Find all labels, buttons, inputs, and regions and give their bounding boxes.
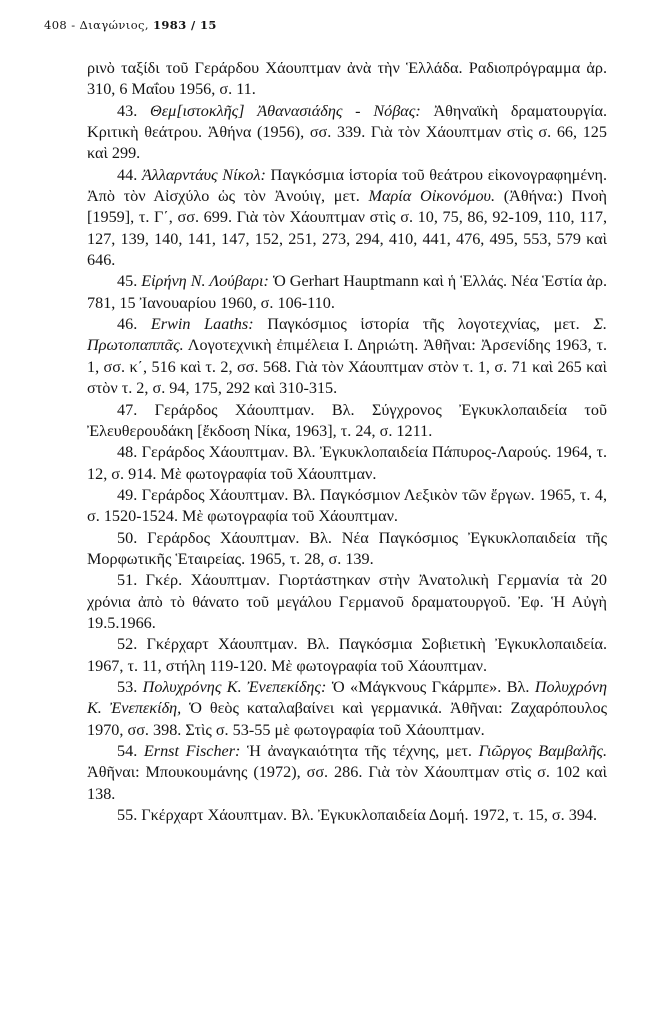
entry-italic-text: Πολυχρόνη Κ. Ἐνεπεκίδη, xyxy=(87,677,608,718)
entry-italic-text: Μαρία Οἰκονόμου. xyxy=(368,187,496,206)
entry-italic-text: Πολυχρόνης Κ. Ἐνεπεκίδης: xyxy=(142,677,327,696)
entry-italic-text: Γιῶργος Βαμβαλῆς. xyxy=(478,742,608,760)
bibliography-entry xyxy=(87,314,607,399)
entry-text: 45. xyxy=(117,272,142,291)
entry-text: ρινὸ ταξίδι τοῦ Γεράρδου Χάουπτμαν ἀνὰ τὴν Ἑλλάδα. Ραδιοπρόγραμμα ἀρ. 310, 6 Μαΐου 1956, σ. 11. xyxy=(87,59,607,99)
bibliography-entry xyxy=(87,570,607,634)
entry-text: 52. Γκέρχαρτ Χάουπτμαν. Βλ. Παγκόσμια Σοβιετικὴ Ἐγκυκλοπαιδεία. 1967, τ. 11, στήλη 119-120. Μὲ φωτογραφία τοῦ Χάουπτμαν. xyxy=(87,635,607,675)
entry-text: Λογοτεχνικὴ ἐπιμέλεια Ι. Δηριώτη. Ἀθῆναι: Ἀρσενίδης 1963, τ. 1, σσ. κ΄, 516 καὶ τ. 2, σσ. 568. Γιὰ τὸν Χάουπτμαν στὸν τ. 1, σ. 71 καὶ 265 καὶ στὸν τ. 2, σ. 94, 175, 292 καὶ 310-315. xyxy=(87,336,607,398)
entry-text: 53. xyxy=(117,677,143,696)
entry-text: 51. Γκέρ. Χάουπτμαν. Γιορτάστηκαν στὴν Ἀνατολικὴ Γερμανία τὰ 20 χρόνια ἀπὸ τὸ θάνατο τοῦ μεγάλου Γερμανοῦ δραματουργοῦ. Ἐφ. Ἡ Αὐγὴ 19.5.1966. xyxy=(87,571,607,632)
entry-text: Ὁ Gerhart Hauptmann καὶ ἡ Ἑλλάς. Νέα Ἑστία ἀρ. 781, 15 Ἰανουαρίου 1960, σ. 106-110. xyxy=(87,272,607,312)
bibliography-entry xyxy=(87,101,607,165)
bibliography-entry xyxy=(87,677,607,741)
issue-number: 1983 / 15 xyxy=(152,18,217,32)
entry-text: 49. Γεράρδος Χάουπτμαν. Βλ. Παγκόσμιον Λεξικὸν τῶν ἔργων. 1965, τ. 4, σ. 1520-1524. Μὲ φωτογραφία τοῦ Χάουπτμαν. xyxy=(87,485,607,526)
entry-text: 48. Γεράρδος Χάουπτμαν. Βλ. Ἐγκυκλοπαιδεία Πάπυρος-Λαρούς. 1964, τ. 12, σ. 914. Μὲ φωτογραφία τοῦ Χάουπτμαν. xyxy=(87,443,607,483)
bibliography-entry xyxy=(87,485,607,528)
bibliography-entry xyxy=(87,634,607,677)
entry-italic-text: Ernst Fischer: xyxy=(143,742,241,760)
bibliography-entry xyxy=(87,805,607,826)
journal-name: - Διαγώνιος, xyxy=(71,18,149,32)
entry-text: Ἡ ἀναγκαιότητα τῆς τέχνης, μετ. xyxy=(240,742,479,760)
entry-text: (Ἀθήνα:) Πνοὴ [1959], τ. Γ΄, σσ. 699. Γιὰ τὸν Χάουπτμαν στὶς σ. 10, 75, 86, 92-109, 110, 117, 127, 139, 140, 141, 147, 152, 251, 273, 294, 410, 441, 476, 495, 553, 579 καὶ 646. xyxy=(87,187,608,270)
entry-text: 50. Γεράρδος Χάουπτμαν. Βλ. Νέα Παγκόσμιος Ἐγκυκλοπαιδεία τῆς Μορφωτικῆς Ἑταιρείας. 1965, τ. 28, σ. 139. xyxy=(87,528,607,568)
entry-italic-text: Θεμ[ιστοκλῆς] Ἀθανασιάδης - Νόβας: xyxy=(150,101,421,120)
bibliography-entry xyxy=(87,528,607,571)
bibliography-entry xyxy=(87,741,607,805)
page-number: 408 xyxy=(44,18,68,32)
entry-text: 44. xyxy=(117,165,142,184)
entry-text: 54. xyxy=(117,742,144,760)
entry-text: 55. Γκέρχαρτ Χάουπτμαν. Βλ. Ἐγκυκλοπαιδεία Δομή. 1972, τ. 15, σ. 394. xyxy=(117,806,598,825)
entry-text: Ὁ θεὸς καταλαβαίνει καὶ γερμανικά. Ἀθῆναι: Ζαχαρόπουλος 1970, σσ. 398. Στὶς σ. 53-55 μὲ φωτογραφία τοῦ Χάουπτμαν. xyxy=(87,699,608,739)
entry-italic-text: Erwin Laaths: xyxy=(150,315,254,334)
bibliography-list xyxy=(87,58,607,826)
entry-text: Παγκόσμιος ἱστορία τῆς λογοτεχνίας, μετ. xyxy=(253,315,594,334)
bibliography-entry xyxy=(87,271,607,314)
entry-text: Ἀθηναϊκὴ δραματουργία. Κριτικὴ θεάτρου. Ἀθήνα (1956), σσ. 339. Γιὰ τὸν Χάουπτμαν στὶς σ. 66, 125 καὶ 299. xyxy=(87,101,608,163)
entry-text: Ἀθῆναι: Μπουκουμάνης (1972), σσ. 286. Γιὰ τὸν Χάουπτμαν στὶς σ. 102 καὶ 138. xyxy=(87,763,607,803)
bibliography-entry xyxy=(87,442,607,485)
entry-text: Παγκόσμια ἱστορία τοῦ θεάτρου εἰκονογραφημένη. Ἀπὸ τὸν Αἰσχύλο ὡς τὸν Ἀνούιγ, μετ. xyxy=(87,165,607,206)
entry-italic-text: Σ. Πρωτοπαππᾶς. xyxy=(87,315,607,355)
bibliography-entry xyxy=(87,400,607,443)
entry-italic-text: Εἰρήνη Ν. Λούβαρι: xyxy=(141,272,269,291)
bibliography-entry xyxy=(87,58,607,101)
running-head xyxy=(44,18,217,32)
bibliography-entry xyxy=(87,165,607,272)
entry-italic-text: Ἀλλαρντάυς Νίκολ: xyxy=(141,165,266,184)
entry-text: 43. xyxy=(117,101,150,120)
entry-text: 46. xyxy=(117,315,151,334)
entry-text: Ὁ «Μάγκνους Γκάρμπε». Βλ. xyxy=(326,677,535,696)
entry-text: 47. Γεράρδος Χάουπτμαν. Βλ. Σύγχρονος Ἐγκυκλοπαιδεία τοῦ Ἐλευθερουδάκη [ἔκδοση Νίκα, 1963], τ. 24, σ. 1211. xyxy=(87,400,607,440)
